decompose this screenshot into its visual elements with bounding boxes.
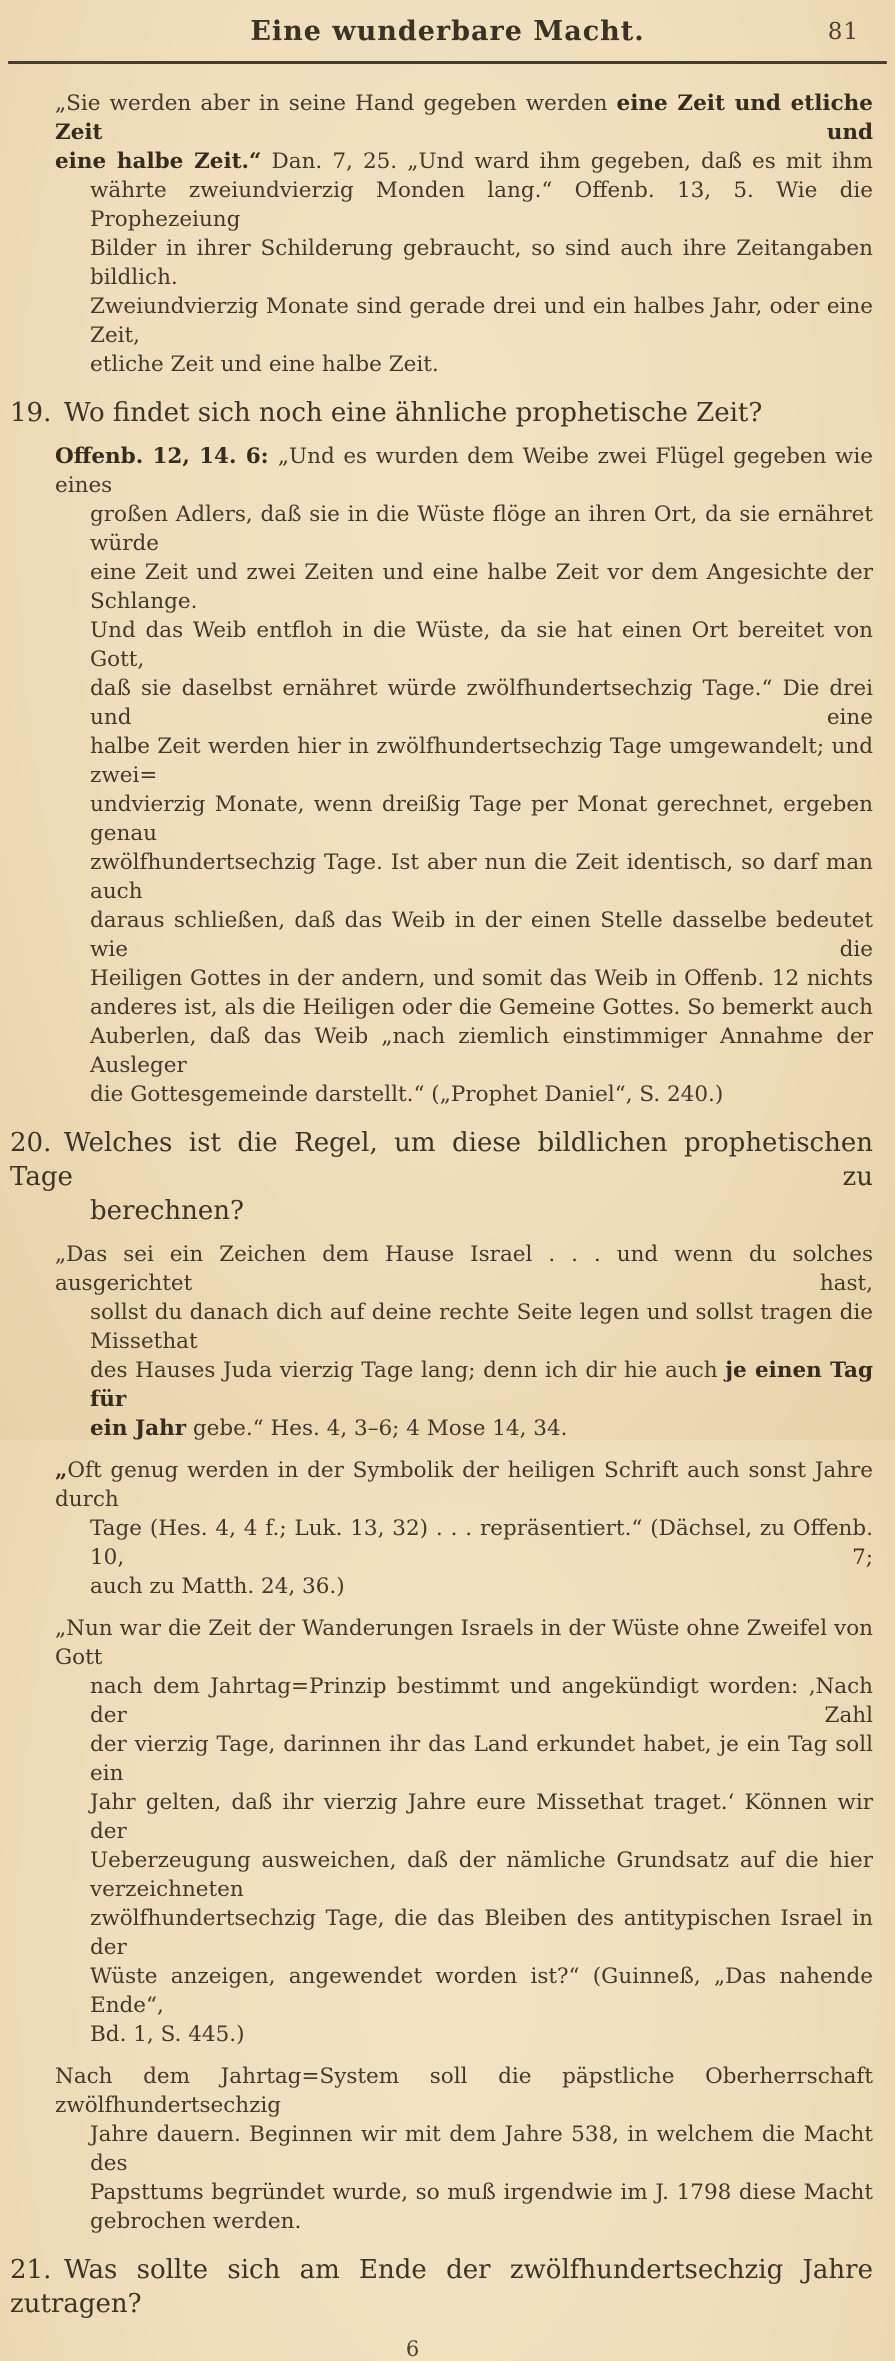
text-segment: Zweiundvierzig Monate sind gerade drei und ein halbes Jahr, oder eine Zeit, (90, 293, 873, 348)
question-21 (0, 2253, 895, 2321)
text-line (0, 147, 895, 176)
text-segment: daraus schließen, daß das Weib in der einen Stelle dasselbe bedeutet wie die (90, 907, 873, 962)
text-segment: sollst du danach dich auf deine rechte Seite legen und sollst tragen die Missethat (90, 1299, 873, 1354)
header-rule (8, 61, 887, 64)
text-segment: Papsttums begründet wurde, so muß irgendwie im J. 1798 diese Macht (90, 2179, 873, 2205)
text-segment: auch zu Matth. 24, 36.) (90, 1573, 345, 1599)
text-segment: eine Zeit und zwei Zeiten und eine halbe Zeit vor dem Angesichte der Schlange. (90, 559, 873, 614)
answer-20-quote-1 (0, 1240, 895, 1443)
text-segment: währte zweiundvierzig Monden lang.“ Offenb. 13, 5. Wie die Prophezeiung (90, 177, 873, 232)
text-line (0, 993, 895, 1022)
running-title: Eine wunderbare Macht. (250, 16, 645, 47)
text-line (0, 1298, 895, 1356)
question-number: 21. (10, 2254, 52, 2285)
text-segment: Nach dem Jahrtag=System soll die päpstliche Oberherrschaft zwölfhundertsechzig (55, 2063, 873, 2118)
text-line (0, 1672, 895, 1730)
text-segment: Bilder in ihrer Schilderung gebraucht, so sind auch ihre Zeitangaben bildlich. (90, 235, 873, 290)
text-line (0, 2207, 895, 2236)
text-segment: undvierzig Monate, wenn dreißig Tage per Monat gerechnet, ergeben genau (90, 791, 873, 846)
text-line (0, 1080, 895, 1109)
text-line (0, 1788, 895, 1846)
text-line (0, 790, 895, 848)
text-line (0, 89, 895, 147)
text-segment: Wüste anzeigen, angewendet worden ist?“ (Guinneß, „Das nahende Ende“, (90, 1963, 873, 2018)
text-line (0, 2020, 895, 2049)
text-segment: etliche Zeit und eine halbe Zeit. (90, 351, 439, 377)
text-segment: halbe Zeit werden hier in zwölfhundertsechzig Tage umgewandelt; und zwei= (90, 733, 873, 788)
text-line (0, 1962, 895, 2020)
answer-20-comment (0, 2062, 895, 2236)
text-line (0, 500, 895, 558)
text-segment: gebrochen werden. (90, 2208, 302, 2234)
text-line (0, 1614, 895, 1672)
question-19 (0, 396, 895, 430)
text-segment: Wo findet sich noch eine ähnliche prophetische Zeit? (64, 397, 763, 428)
text-line (0, 674, 895, 732)
text-segment: nach dem Jahrtag=Prinzip bestimmt und angekündigt worden: ‚Nach der Zahl (90, 1673, 873, 1728)
text-line (0, 396, 895, 430)
text-line (0, 176, 895, 234)
page-header (0, 0, 895, 64)
text-segment: die Gottesgemeinde darstellt.“ („Prophet Daniel“, S. 240.) (90, 1081, 724, 1107)
text-segment: „ (55, 1457, 68, 1483)
text-line (0, 442, 895, 500)
text-line (0, 1904, 895, 1962)
text-line (0, 558, 895, 616)
text-segment: anderes ist, als die Heiligen oder die Gemeine Gottes. So bemerkt auch (90, 994, 873, 1020)
text-segment: „Nun war die Zeit der Wanderungen Israels in der Wüste ohne Zweifel von Gott (55, 1615, 873, 1670)
text-line (0, 1730, 895, 1788)
text-line (0, 1356, 895, 1414)
text-segment: eine Zeit und etliche Zeit und (55, 90, 873, 145)
text-segment: großen Adlers, daß sie in die Wüste flöge an ihren Ort, da sie ernähret würde (90, 501, 873, 556)
text-line (0, 1846, 895, 1904)
text-segment: Tage (Hes. 4, 4 f.; Luk. 13, 32) . . . repräsentiert.“ (Dächsel, zu Offenb. 10, 7; (90, 1515, 873, 1570)
text-line (0, 732, 895, 790)
text-line (0, 616, 895, 674)
text-segment: Offenb. 12, 14. 6: (55, 443, 278, 469)
text-line (0, 1456, 895, 1514)
text-segment: des Hauses Juda vierzig Tage lang; denn ich dir hie auch (90, 1357, 726, 1383)
text-line (0, 1022, 895, 1080)
text-line (0, 1514, 895, 1572)
text-segment: zwölfhundertsechzig Tage. Ist aber nun die Zeit identisch, so darf man auch (90, 849, 873, 904)
text-line (0, 1240, 895, 1298)
text-segment: Was sollte sich am Ende der zwölfhundertsechzig Jahre zutragen? (10, 2254, 873, 2319)
text-segment: Jahr gelten, daß ihr vierzig Jahre eure Missethat traget.‘ Können wir der (90, 1789, 873, 1844)
text-line (0, 2062, 895, 2120)
text-line (0, 1572, 895, 1601)
answer-19 (0, 442, 895, 1109)
text-segment: zwölfhundertsechzig Tage, die das Bleiben des antitypischen Israel in der (90, 1905, 873, 1960)
text-segment: Und das Weib entfloh in die Wüste, da sie hat einen Ort bereitet von Gott, (90, 617, 873, 672)
signature-mark: 6 (405, 2336, 420, 2361)
text-segment: „Sie werden aber in seine Hand gegeben werden (55, 90, 617, 116)
text-segment: Dan. 7, 25. „Und ward ihm gegeben, daß es mit ihm (261, 148, 873, 174)
text-line (0, 2253, 895, 2321)
text-segment: Auberlen, daß das Weib „nach ziemlich einstimmiger Annahme der Ausleger (90, 1023, 873, 1078)
text-segment: Heiligen Gottes in der andern, und somit das Weib in Offenb. 12 nichts (90, 965, 873, 991)
question-20 (0, 1126, 895, 1228)
text-segment: daß sie daselbst ernähret würde zwölfhundertsechzig Tage.“ Die drei und eine (90, 675, 873, 730)
text-line (0, 1126, 895, 1194)
text-segment: gebe.“ Hes. 4, 3–6; 4 Mose 14, 34. (186, 1415, 568, 1441)
paragraph-intro-quote (0, 89, 895, 379)
text-segment: der vierzig Tage, darinnen ihr das Land erkundet habet, je ein Tag soll ein (90, 1731, 873, 1786)
text-segment: Jahre dauern. Beginnen wir mit dem Jahre 538, in welchem die Macht des (90, 2121, 873, 2176)
answer-20-quote-3 (0, 1614, 895, 2049)
text-segment: Ueberzeugung ausweichen, daß der nämliche Grundsatz auf die hier verzeichneten (90, 1847, 873, 1902)
text-line (0, 964, 895, 993)
text-line (0, 2120, 895, 2178)
question-number: 20. (10, 1127, 52, 1158)
text-line (0, 2178, 895, 2207)
text-line (0, 234, 895, 292)
text-line (0, 1194, 895, 1228)
text-line (0, 292, 895, 350)
text-segment: Welches ist die Regel, um diese bildlichen prophetischen Tage zu (10, 1127, 873, 1192)
text-segment: eine halbe Zeit.“ (55, 148, 262, 174)
text-line (0, 1414, 895, 1443)
text-segment: „Und es wurden dem Weibe zwei Flügel gegeben wie eines (55, 443, 874, 498)
answer-20-quote-2 (0, 1456, 895, 1601)
question-number: 19. (10, 397, 52, 428)
text-segment: Bd. 1, S. 445.) (90, 2021, 245, 2047)
text-segment: Oft genug werden in der Symbolik der heiligen Schrift auch sonst Jahre durch (55, 1457, 873, 1512)
text-line (0, 350, 895, 379)
text-line (0, 906, 895, 964)
text-segment: „Das sei ein Zeichen dem Hause Israel . . . und wenn du solches ausgerichtet hast, (55, 1241, 873, 1296)
text-line (0, 848, 895, 906)
page-number: 81 (827, 19, 859, 45)
text-segment: berechnen? (90, 1195, 244, 1226)
text-segment: je einen Tag für (90, 1357, 873, 1412)
text-segment: ein Jahr (90, 1415, 187, 1441)
